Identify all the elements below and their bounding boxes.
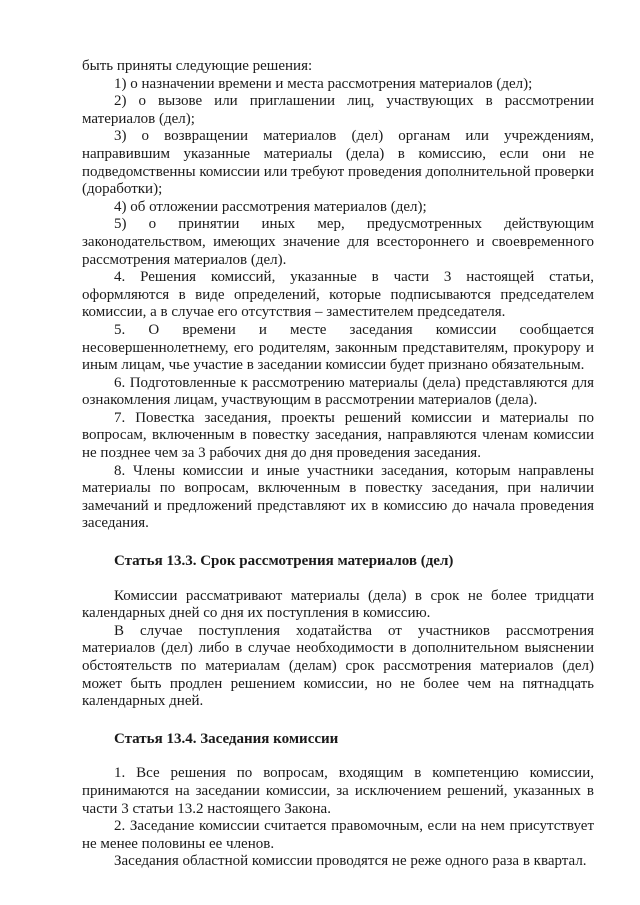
paragraph: 2. Заседание комиссии считается правомочным, если на нем присутствует не менее половины ее членов. bbox=[82, 818, 594, 852]
paragraph: Комиссии рассматривают материалы (дела) в срок не более тридцати календарных дней со дня их поступления в комиссию. bbox=[82, 587, 594, 622]
paragraph: Заседания областной комиссии проводятся не реже одного раза в квартал. bbox=[114, 853, 587, 870]
list-item: 5) о принятии иных мер, предусмотренных действующим законодательством, имеющих значение для всестороннего и своевременного рассмотрения материалов (дел). bbox=[82, 216, 594, 268]
paragraph: 7. Повестка заседания, проекты решений комиссии и материалы по вопросам, включенным в повестку заседания, направляются членам комиссии не позднее чем за 3 рабочих дня до дня проведения заседания. bbox=[82, 409, 594, 462]
paragraph: 8. Члены комиссии и иные участники заседания, которым направлены материалы по вопросам, включенным в повестку заседания, при наличии замечаний и предложений представляют их в комиссию до начала проведения заседания. bbox=[82, 462, 594, 532]
paragraph: 1. Все решения по вопросам, входящим в компетенцию комиссии, принимаются на заседании комиссии, за исключением решений, указанных в части 3 статьи 13.2 настоящего Закона. bbox=[82, 765, 594, 817]
list-item: 2) о вызове или приглашении лиц, участвующих в рассмотрении материалов (дел); bbox=[82, 93, 594, 127]
paragraph: 5. О времени и месте заседания комиссии сообщается несовершеннолетнему, его родителям, законным представителям, прокурору и иным лицам, чье участие в заседании комиссии будет признано обязательным. bbox=[82, 321, 594, 374]
paragraph: В случае поступления ходатайства от участников рассмотрения материалов (дел) либо в случае необходимости в дополнительном выяснении обстоятельств по материалам (делам) срок рассмотрения материалов (дел) может быть продлен решением комиссии, но не более чем на пятнадцать календарных дней. bbox=[82, 622, 594, 710]
list-item: 3) о возвращении материалов (дел) органам или учреждениям, направившим указанные материалы (дела) в комиссию, если они не подведомственны комиссии или требуют проведения дополнительной проверки (доработки); bbox=[82, 128, 594, 198]
paragraph: 6. Подготовленные к рассмотрению материалы (дела) представляются для ознакомления лицам, участвующим в рассмотрении материалов (дела). bbox=[82, 374, 594, 409]
list-item: 1) о назначении времени и места рассмотрения материалов (дел); bbox=[114, 75, 533, 92]
article-heading: Статья 13.3. Срок рассмотрения материалов (дел) bbox=[114, 553, 454, 570]
document-page bbox=[82, 58, 594, 871]
article-heading: Статья 13.4. Заседания комиссии bbox=[114, 730, 339, 747]
list-item: 4) об отложении рассмотрения материалов (дел); bbox=[114, 198, 427, 215]
paragraph: быть приняты следующие решения: bbox=[82, 58, 313, 74]
paragraph: 4. Решения комиссий, указанные в части 3 настоящей статьи, оформляются в виде определений, которые подписываются председателем комиссии, а в случае его отсутствия – заместителем председателя. bbox=[82, 269, 594, 321]
